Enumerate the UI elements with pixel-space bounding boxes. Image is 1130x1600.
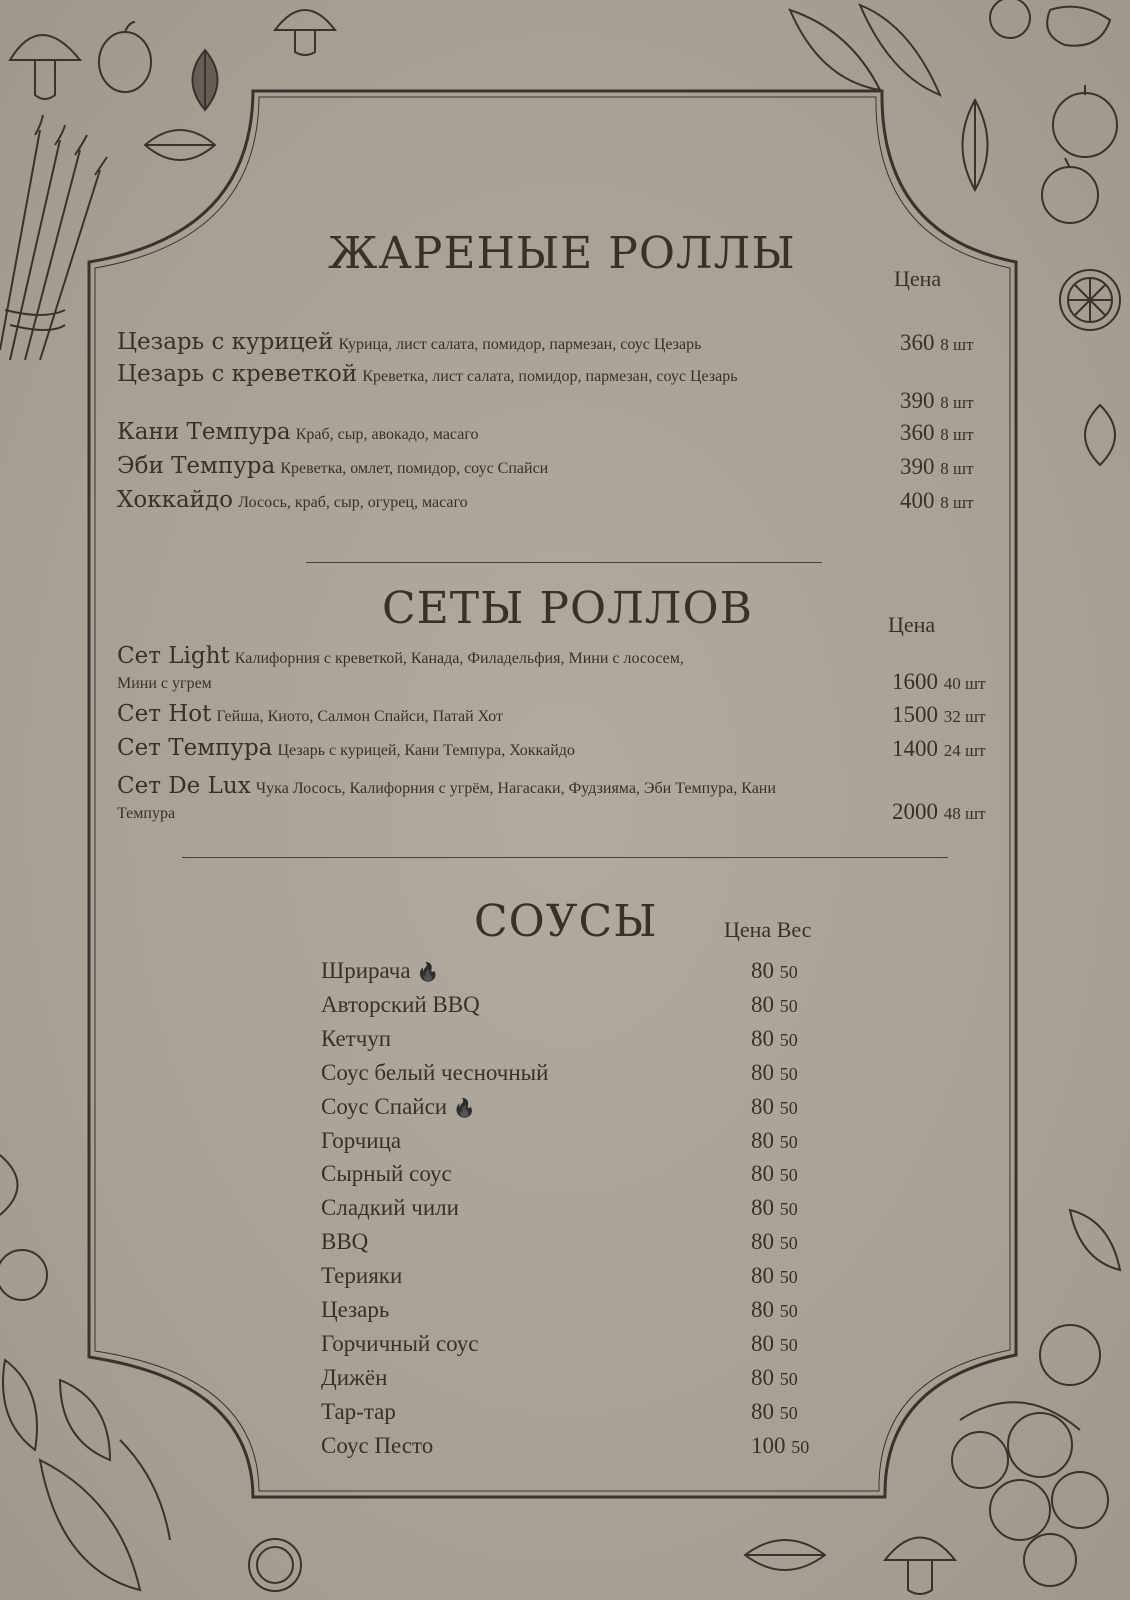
sauce-name: Горчичный соус — [321, 1330, 479, 1356]
sauce-name: Соус белый чесночный — [321, 1059, 549, 1085]
sauce-name: Терияки — [321, 1263, 403, 1289]
menu-item-description: Курица, лист салата, помидор, пармезан, соус Цезарь — [338, 336, 702, 353]
weight-value: 50 — [779, 1097, 798, 1118]
sauce-name: Сырный соус — [321, 1161, 452, 1187]
price-value: 1400 — [892, 736, 938, 761]
set-item-price — [892, 669, 986, 695]
sauce-name-cell — [321, 1195, 459, 1221]
menu-item-name: Цезарь с курицей — [117, 329, 334, 355]
sauce-item — [321, 1433, 841, 1465]
sauce-name: Соус Спайси — [321, 1093, 448, 1119]
sauce-name: Тар-тар — [321, 1398, 396, 1424]
weight-value: 50 — [779, 1131, 798, 1152]
menu-item-text — [117, 488, 877, 515]
sauce-name-cell — [321, 1433, 433, 1459]
price-value: 80 — [751, 1025, 774, 1051]
sauce-price-cell — [751, 1297, 798, 1323]
sauce-item — [321, 1195, 841, 1227]
set-item-text — [117, 702, 837, 729]
menu-item-name: Эби Темпура — [117, 453, 276, 479]
price-value: 80 — [751, 1398, 774, 1424]
menu-item-price — [900, 330, 974, 356]
price-column-header: Цена — [888, 612, 936, 637]
flame-icon: 🔥 — [416, 962, 439, 982]
sauce-price-cell — [751, 1399, 798, 1425]
weight-value: 50 — [779, 1199, 798, 1220]
sauce-item — [321, 1026, 841, 1058]
price-weight-column-header: Цена Вес — [724, 917, 812, 942]
section-title-roll-sets: СЕТЫ РОЛЛОВ — [382, 583, 753, 634]
portion-count: 8 шт — [940, 335, 974, 354]
sauce-price-cell — [751, 1161, 798, 1187]
weight-value: 50 — [779, 1233, 798, 1254]
sauce-price-cell — [751, 1331, 798, 1357]
price-value: 400 — [900, 488, 935, 513]
sauce-name-cell — [321, 1263, 402, 1289]
sauce-price-cell — [751, 1229, 798, 1255]
price-value: 390 — [900, 388, 935, 413]
sauce-item — [321, 1161, 841, 1193]
sauce-name-cell — [321, 1161, 452, 1187]
set-item-description: Гейша, Киото, Салмон Спайси, Патай Хот — [216, 708, 503, 725]
sauce-item — [321, 1365, 841, 1397]
price-value: 80 — [751, 1330, 774, 1356]
sauce-name-cell — [321, 992, 480, 1018]
portion-count: 24 шт — [943, 741, 986, 760]
weight-value: 50 — [779, 1165, 798, 1186]
set-item-name: Сет Темпура — [117, 735, 273, 761]
set-item-price — [892, 799, 986, 825]
menu-item-text — [117, 454, 877, 481]
weight-value: 50 — [779, 1334, 798, 1355]
price-value: 80 — [751, 1229, 774, 1255]
sauce-name: Горчица — [321, 1127, 402, 1153]
section-divider — [306, 562, 822, 563]
menu-item-name: Хоккайдо — [117, 487, 234, 513]
set-item-name: Сет De Lux — [117, 773, 251, 799]
price-value: 80 — [751, 991, 774, 1017]
sauce-price-cell — [751, 992, 798, 1018]
weight-value: 50 — [779, 1267, 798, 1288]
set-item-name: Сет Hot — [117, 701, 212, 727]
portion-count: 40 шт — [943, 674, 986, 693]
sauce-name: Дижён — [321, 1364, 388, 1390]
menu-item-name: Цезарь с креветкой — [117, 361, 358, 387]
sauce-name-cell — [321, 1128, 401, 1154]
sauce-name-cell — [321, 1229, 368, 1255]
sauce-price-cell — [751, 1195, 798, 1221]
price-value: 360 — [900, 420, 935, 445]
sauce-name-cell — [321, 1331, 479, 1357]
sauce-name: Соус Песто — [321, 1432, 434, 1458]
price-value: 1500 — [892, 702, 938, 727]
menu-item-price — [900, 388, 974, 414]
weight-value: 50 — [791, 1436, 810, 1457]
weight-value: 50 — [779, 962, 798, 982]
menu-item-description: Креветка, лист салата, помидор, пармезан, соус Цезарь — [362, 368, 738, 385]
menu-item-price — [900, 454, 974, 480]
price-value: 80 — [751, 1263, 774, 1289]
section-divider — [182, 857, 948, 858]
weight-value: 50 — [779, 1063, 798, 1084]
menu-item-description: Креветка, омлет, помидор, соус Спайси — [280, 460, 549, 477]
set-item-price — [892, 736, 986, 762]
set-item-price — [892, 702, 986, 728]
menu-item-description: Краб, сыр, авокадо, масаго — [295, 426, 479, 443]
sauce-name-cell — [321, 1026, 391, 1052]
price-value: 80 — [751, 1127, 774, 1153]
price-column-header: Цена — [894, 266, 942, 291]
flame-icon: 🔥 — [453, 1097, 476, 1118]
set-item-text — [117, 774, 817, 826]
sauce-name-cell — [321, 1399, 396, 1425]
sauce-price-cell — [751, 1060, 798, 1086]
weight-value: 50 — [779, 1029, 798, 1050]
sauce-item — [321, 1094, 841, 1126]
portion-count: 8 шт — [940, 425, 974, 444]
sauce-item — [321, 1297, 841, 1329]
portion-count: 48 шт — [943, 804, 986, 823]
weight-value: 50 — [779, 1368, 798, 1389]
section-title-sauces: СОУСЫ — [474, 896, 658, 947]
sauce-name: BBQ — [321, 1229, 369, 1255]
sauce-price-cell — [751, 1263, 798, 1289]
weight-value: 50 — [779, 1301, 798, 1321]
price-value: 80 — [751, 1161, 774, 1187]
sauce-name-cell — [321, 1297, 389, 1323]
menu-item-description: Лосось, краб, сыр, огурец, масаго — [238, 494, 468, 511]
portion-count: 8 шт — [940, 393, 974, 412]
sauce-name-cell — [321, 958, 439, 984]
sauce-price-cell — [751, 1365, 798, 1391]
sauce-item — [321, 1128, 841, 1160]
sauce-item — [321, 1060, 841, 1092]
sauce-price-cell — [751, 1433, 809, 1459]
sauce-item — [321, 1263, 841, 1295]
price-value: 100 — [751, 1432, 786, 1458]
price-value: 80 — [751, 1093, 774, 1119]
price-value: 80 — [751, 1059, 774, 1085]
price-value: 2000 — [892, 799, 938, 824]
set-item-text — [117, 644, 717, 696]
sauce-price-cell — [751, 1128, 798, 1154]
sauce-name: Шрирача — [321, 958, 411, 983]
sauce-name-cell — [321, 1094, 476, 1120]
sauce-price-cell — [751, 1094, 798, 1120]
sauce-item — [321, 958, 841, 990]
sauce-name: Кетчуп — [321, 1025, 392, 1051]
weight-value: 50 — [779, 995, 798, 1016]
section-title-fried-rolls: ЖАРЕНЫЕ РОЛЛЫ — [328, 228, 796, 279]
menu-item-name: Кани Темпура — [117, 419, 291, 445]
menu-item-text — [117, 420, 877, 447]
menu-item-price — [900, 488, 974, 514]
menu-item-text — [117, 330, 877, 357]
sauce-name: Авторский BBQ — [321, 991, 480, 1017]
sauce-price-cell — [751, 958, 798, 984]
sauce-item — [321, 1331, 841, 1363]
set-item-description: Калифорния с креветкой, Канада, Филадельфия, Мини с лососем, Мини с угрем — [117, 650, 684, 692]
sauce-name-cell — [321, 1060, 548, 1086]
price-value: 80 — [751, 1195, 774, 1221]
set-item-name: Сет Light — [117, 643, 230, 669]
price-value: 80 — [751, 958, 774, 983]
portion-count: 8 шт — [940, 493, 974, 512]
menu-item-text — [117, 362, 797, 389]
sauce-item — [321, 1399, 841, 1431]
sauce-item — [321, 1229, 841, 1261]
portion-count: 32 шт — [943, 707, 986, 726]
sauce-price-cell — [751, 1026, 798, 1052]
sauce-name: Цезарь — [321, 1297, 390, 1322]
price-value: 390 — [900, 454, 935, 479]
weight-value: 50 — [779, 1402, 798, 1423]
price-value: 1600 — [892, 669, 938, 694]
price-value: 360 — [900, 330, 935, 355]
portion-count: 8 шт — [940, 459, 974, 478]
set-item-description: Цезарь с курицей, Кани Темпура, Хоккайдо — [277, 742, 575, 759]
set-item-text — [117, 736, 837, 763]
sauce-name-cell — [321, 1365, 387, 1391]
price-value: 80 — [751, 1364, 774, 1390]
menu-item-price — [900, 420, 974, 446]
sauce-item — [321, 992, 841, 1024]
price-value: 80 — [751, 1297, 774, 1322]
set-item-description: Чука Лосось, Калифорния с угрём, Нагасаки, Фудзияма, Эби Темпура, Кани Темпура — [117, 780, 776, 822]
sauce-name: Сладкий чили — [321, 1195, 459, 1221]
